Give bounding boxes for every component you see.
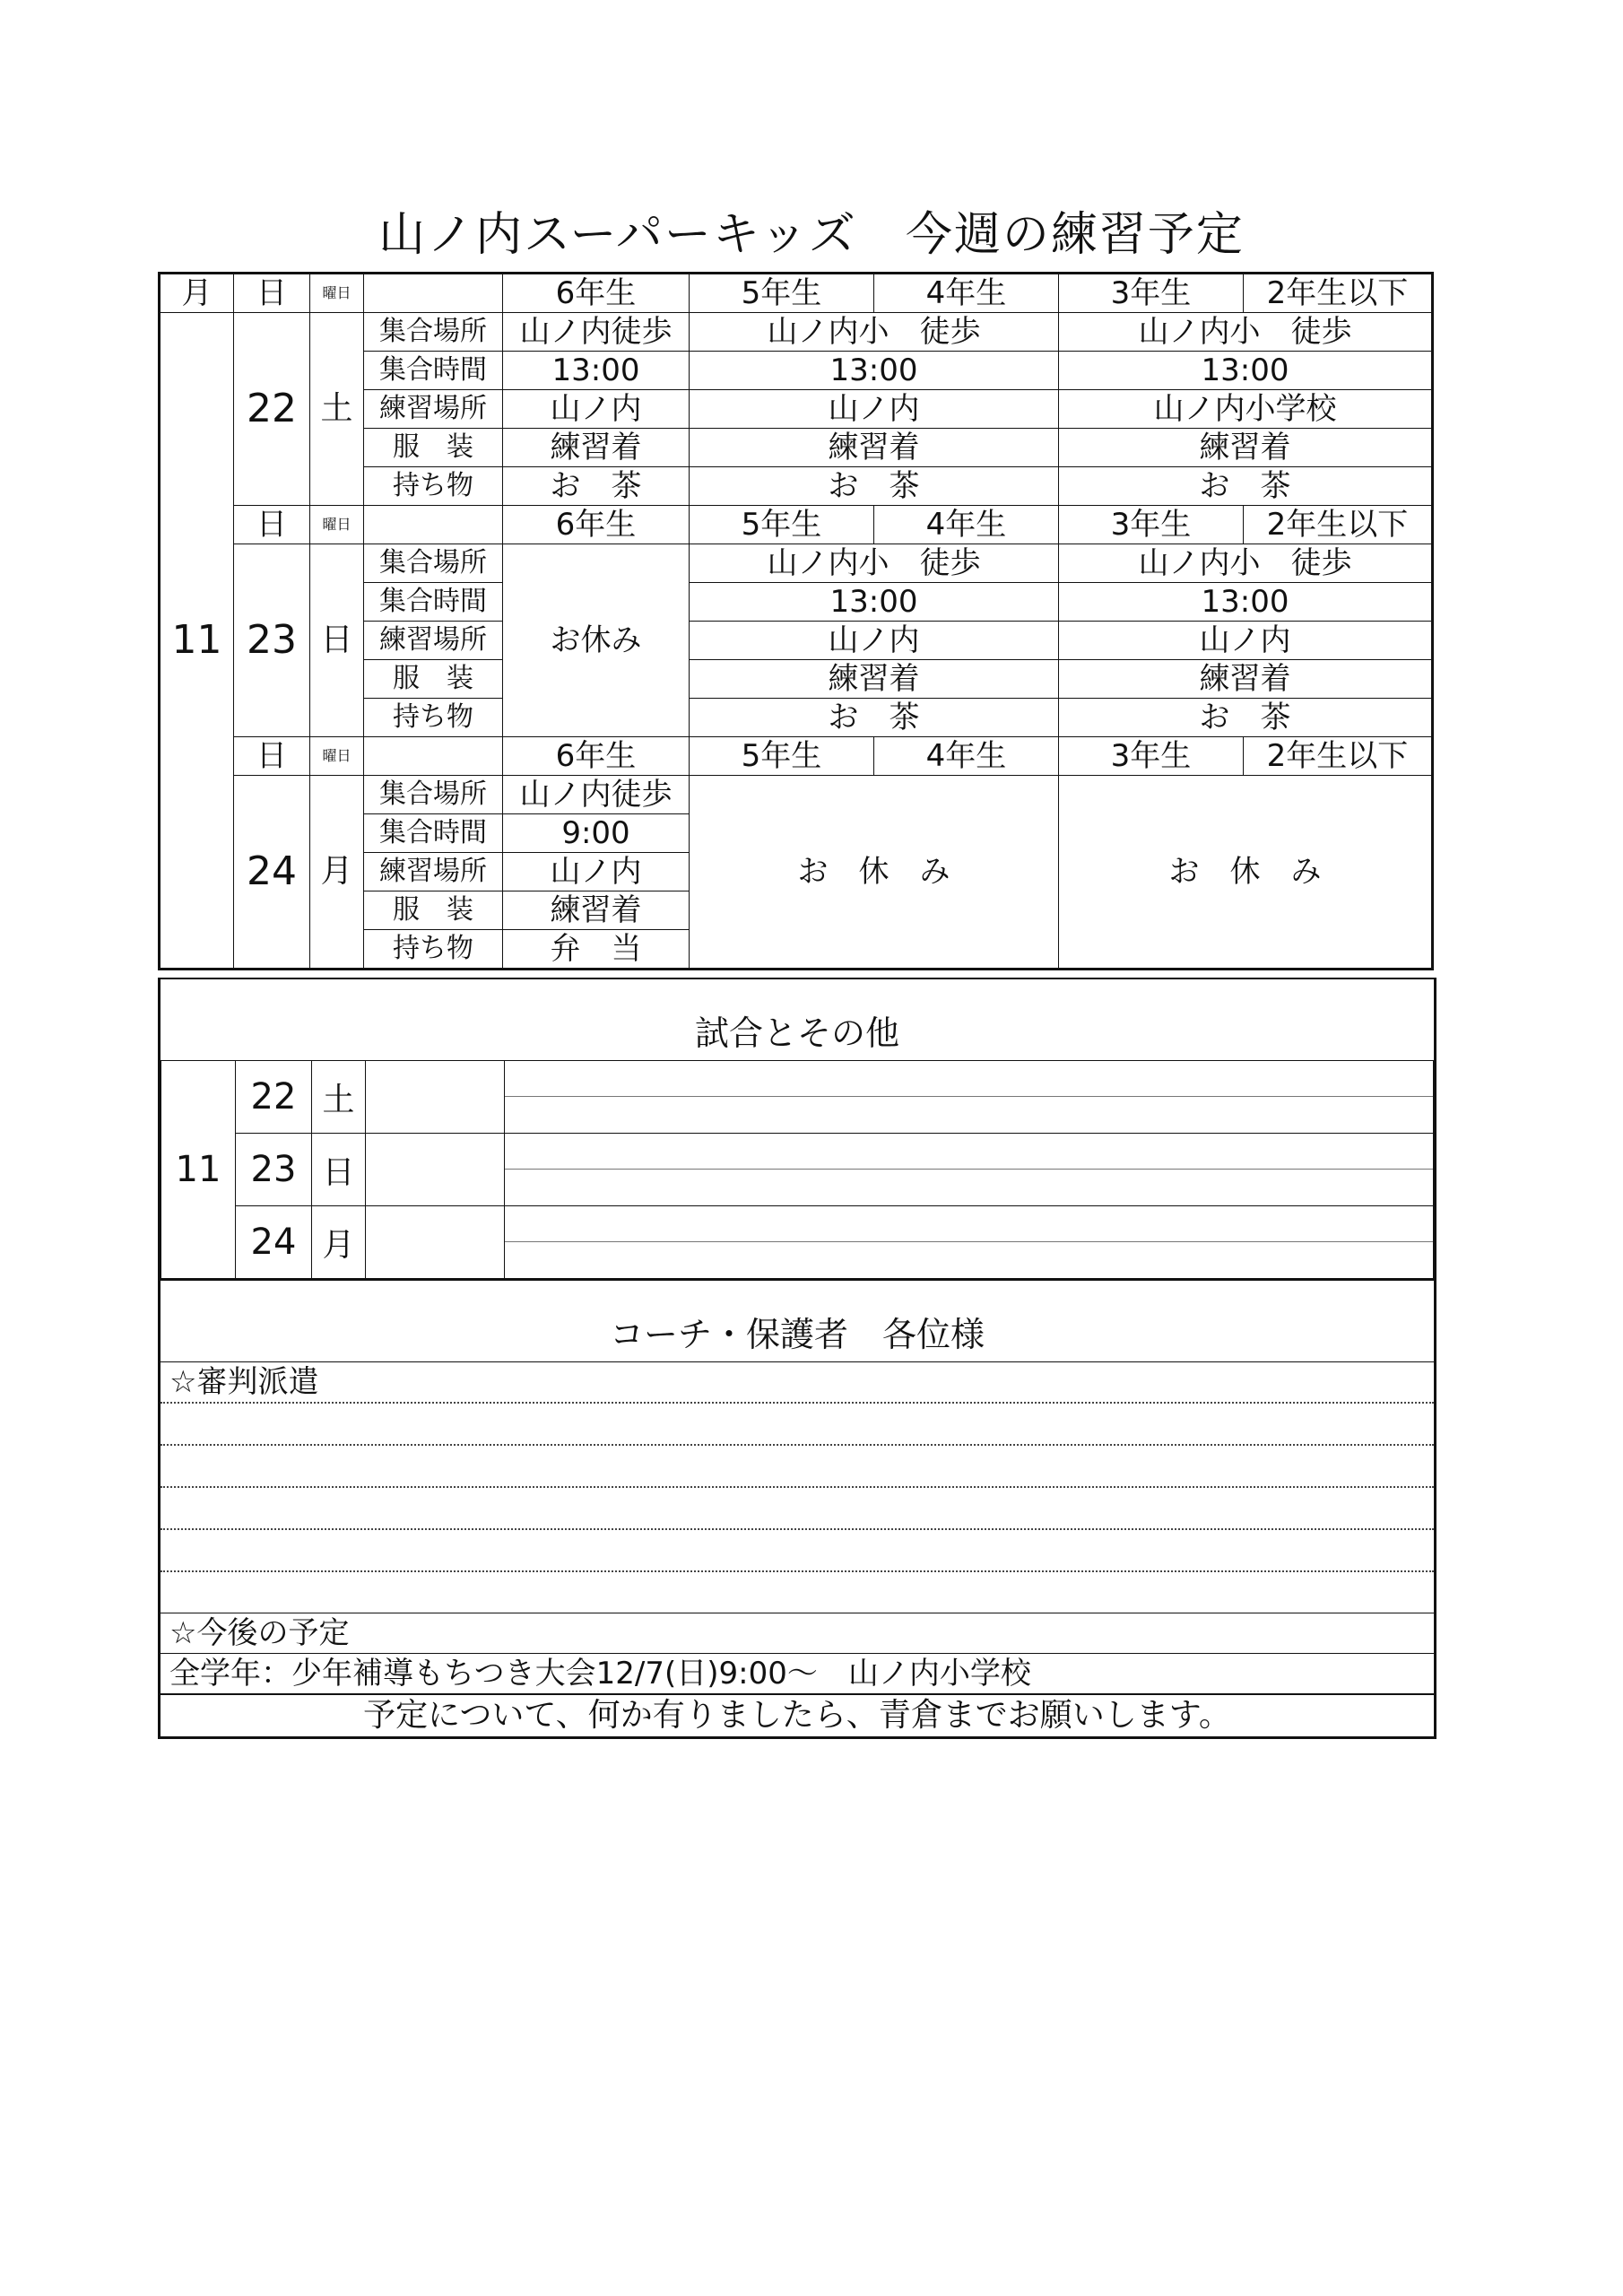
grade5-4-cell: 練習着: [690, 660, 1059, 699]
games-row: [161, 1061, 1434, 1134]
ruled-line: [505, 1206, 1433, 1242]
row-label: 持ち物: [364, 699, 503, 737]
notice-heading: コーチ・保護者 各位様: [609, 1315, 985, 1354]
month-cell: 11: [160, 313, 234, 970]
grade-header-g6: 6年生: [503, 737, 690, 776]
grade6-cell: 山ノ内徒歩: [503, 313, 690, 352]
row-label: 服 装: [364, 891, 503, 930]
grade-header-g3: 3年生: [1059, 274, 1244, 313]
grade3-2-cell: 山ノ内: [1059, 622, 1433, 660]
grade6-cell: 山ノ内: [503, 390, 690, 429]
grade5-4-rest: お 休 み: [690, 776, 1059, 970]
header-row: [160, 274, 1433, 313]
grade6-cell: 13:00: [503, 352, 690, 390]
grade-header-g5: 5年生: [690, 737, 874, 776]
bottom-section: [158, 978, 1436, 1739]
blank-line: [161, 1528, 1434, 1570]
blank-line: [161, 1486, 1434, 1528]
schedule-row: [160, 313, 1433, 352]
weekday-header: 曜日: [310, 506, 364, 544]
games-heading: 試合とその他: [694, 1013, 899, 1053]
games-weekday: 土: [312, 1061, 366, 1134]
games-note-cell: [366, 1061, 505, 1134]
grade5-4-cell: お 茶: [690, 467, 1059, 506]
ruled-line: [505, 1134, 1433, 1170]
grade5-4-cell: 山ノ内小 徒歩: [690, 313, 1059, 352]
grade5-4-cell: 山ノ内小 徒歩: [690, 544, 1059, 583]
games-weekday: 月: [312, 1206, 366, 1279]
grade3-2-cell: 山ノ内小学校: [1059, 390, 1433, 429]
grade-header-g2: 2年生以下: [1244, 506, 1433, 544]
referee-label: ☆審判派遣: [161, 1361, 1434, 1402]
blank-line: [161, 1402, 1434, 1444]
grade3-2-cell: 練習着: [1059, 660, 1433, 699]
grade3-2-cell: 練習着: [1059, 429, 1433, 467]
grade-header-g5: 5年生: [690, 274, 874, 313]
weekday-cell: 日: [310, 544, 364, 737]
schedule-row: [160, 776, 1433, 814]
grade-header-g3: 3年生: [1059, 737, 1244, 776]
grade3-2-cell: お 茶: [1059, 699, 1433, 737]
weekday-header: 曜日: [310, 737, 364, 776]
weekday-header: 曜日: [310, 274, 364, 313]
grade-header-g3: 3年生: [1059, 506, 1244, 544]
row-label: 練習場所: [364, 622, 503, 660]
row-label: 集合時間: [364, 583, 503, 622]
games-lines: [505, 1206, 1434, 1279]
empty-cell: [364, 506, 503, 544]
grade5-4-cell: 山ノ内: [690, 390, 1059, 429]
games-note-cell: [366, 1134, 505, 1206]
ruled-line: [505, 1097, 1433, 1132]
day-number: 24: [234, 776, 310, 970]
future-label: ☆今後の予定: [161, 1613, 1434, 1653]
games-row: [161, 1134, 1434, 1206]
row-label: 持ち物: [364, 930, 503, 970]
footer-note: 予定について、何か有りましたら、青倉までお願いします。: [161, 1693, 1434, 1736]
grade-header-g4: 4年生: [874, 506, 1059, 544]
day-number: 22: [234, 313, 310, 506]
grade5-4-cell: 練習着: [690, 429, 1059, 467]
day-subheader-row: [160, 737, 1433, 776]
row-label: 集合場所: [364, 544, 503, 583]
schedule-row: [160, 544, 1433, 583]
row-label: 集合時間: [364, 352, 503, 390]
practice-schedule-table: [158, 272, 1434, 970]
grade3-2-cell: 山ノ内小 徒歩: [1059, 544, 1433, 583]
future-item: 全学年：少年補導もちつき大会12/7(日)9:00～ 山ノ内小学校: [161, 1653, 1434, 1693]
games-note-cell: [366, 1206, 505, 1279]
games-day: 23: [236, 1134, 312, 1206]
ruled-line: [505, 1242, 1433, 1277]
day-header: 日: [234, 506, 310, 544]
games-row: [161, 1206, 1434, 1279]
day-subheader-row: [160, 506, 1433, 544]
grade-header-g6: 6年生: [503, 274, 690, 313]
grade-header-g4: 4年生: [874, 737, 1059, 776]
day-number: 23: [234, 544, 310, 737]
weekday-cell: 土: [310, 313, 364, 506]
row-label: 持ち物: [364, 467, 503, 506]
grade5-4-cell: 山ノ内: [690, 622, 1059, 660]
day-header: 日: [234, 274, 310, 313]
row-label: 服 装: [364, 660, 503, 699]
grade6-cell: 練習着: [503, 891, 690, 930]
day-header: 日: [234, 737, 310, 776]
grade3-2-cell: 山ノ内小 徒歩: [1059, 313, 1433, 352]
empty-cell: [364, 737, 503, 776]
empty-cell: [364, 274, 503, 313]
weekday-cell: 月: [310, 776, 364, 970]
grade6-cell: 9:00: [503, 814, 690, 853]
grade3-2-cell: 13:00: [1059, 583, 1433, 622]
grade-header-g2: 2年生以下: [1244, 274, 1433, 313]
grade5-4-cell: 13:00: [690, 583, 1059, 622]
blank-line: [161, 1570, 1434, 1613]
games-month: 11: [161, 1061, 236, 1279]
grade5-4-cell: お 茶: [690, 699, 1059, 737]
grade5-4-cell: 13:00: [690, 352, 1059, 390]
row-label: 服 装: [364, 429, 503, 467]
games-heading-row: [161, 978, 1434, 1060]
notice-heading-row: [161, 1279, 1434, 1361]
grade6-cell: お 茶: [503, 467, 690, 506]
row-label: 集合場所: [364, 776, 503, 814]
grade-header-g2: 2年生以下: [1244, 737, 1433, 776]
grade6-rest: お休み: [503, 544, 690, 737]
row-label: 集合場所: [364, 313, 503, 352]
games-lines: [505, 1134, 1434, 1206]
grade6-cell: 山ノ内徒歩: [503, 776, 690, 814]
ruled-line: [505, 1170, 1433, 1205]
grade6-cell: 練習着: [503, 429, 690, 467]
grade3-2-cell: お 茶: [1059, 467, 1433, 506]
games-weekday: 日: [312, 1134, 366, 1206]
games-table: [161, 1060, 1434, 1279]
grade6-cell: 弁 当: [503, 930, 690, 970]
blank-line: [161, 1444, 1434, 1486]
page-title: 山ノ内スーパーキッズ 今週の練習予定: [378, 208, 1245, 262]
grade-header-g5: 5年生: [690, 506, 874, 544]
games-day: 22: [236, 1061, 312, 1134]
grade-header-g6: 6年生: [503, 506, 690, 544]
grade6-cell: 山ノ内: [503, 853, 690, 891]
grade3-2-cell: 13:00: [1059, 352, 1433, 390]
games-lines: [505, 1061, 1434, 1134]
month-header: 月: [160, 274, 234, 313]
ruled-line: [505, 1061, 1433, 1097]
row-label: 集合時間: [364, 814, 503, 853]
row-label: 練習場所: [364, 853, 503, 891]
row-label: 練習場所: [364, 390, 503, 429]
grade-header-g4: 4年生: [874, 274, 1059, 313]
grade3-2-rest: お 休 み: [1059, 776, 1433, 970]
games-day: 24: [236, 1206, 312, 1279]
